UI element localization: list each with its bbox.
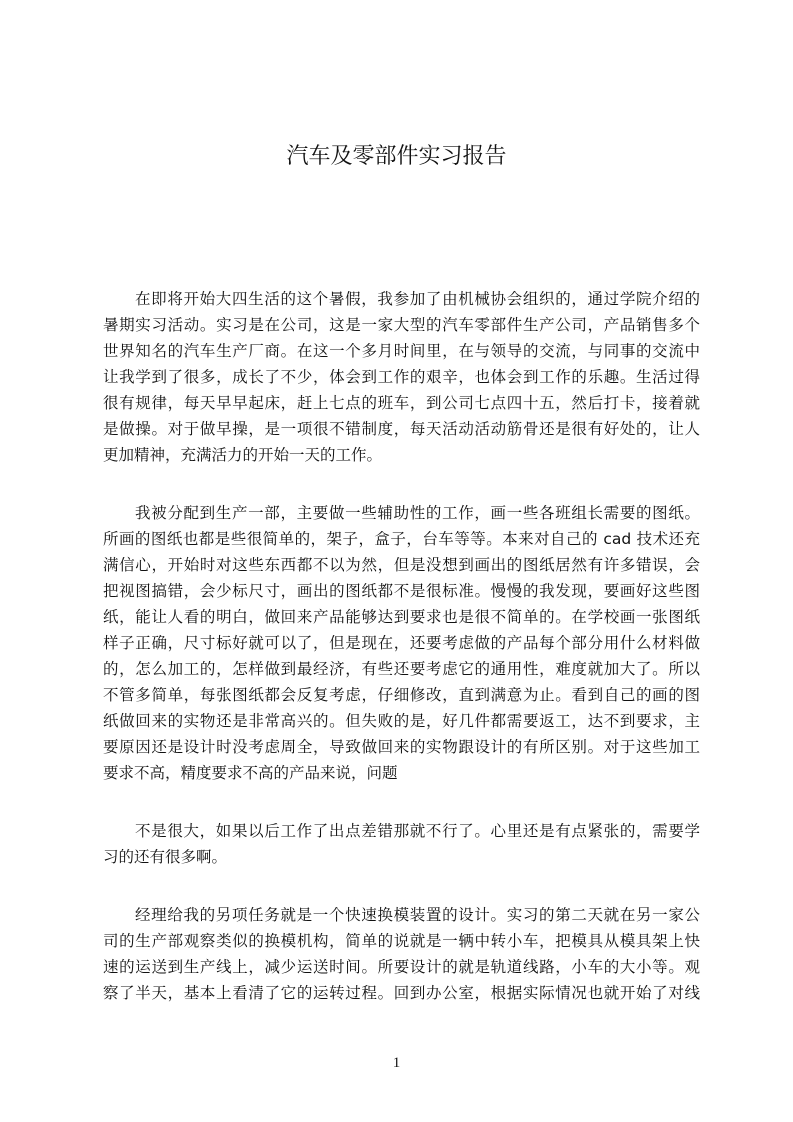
paragraph xyxy=(103,902,700,1006)
paragraph xyxy=(103,818,700,870)
paragraph-line: 更加精神，充满活力的开始一天的工作。 xyxy=(103,446,383,464)
paragraph-line: 习的还有很多啊。 xyxy=(103,848,228,866)
paragraph-line: 察了半天，基本上看清了它的运转过程。回到办公室，根据实际情况也就开始了对线 xyxy=(103,984,700,1002)
paragraph-line: 纸，能让人看的明白，做回来产品能够达到要求也是很不简单的。在学校画一张图纸 xyxy=(103,608,700,626)
page-number: 1 xyxy=(392,1055,401,1071)
paragraph xyxy=(103,500,700,786)
paragraph-line: 经理给我的另项任务就是一个快速换模装置的设计。实习的第二天就在另一家公 xyxy=(135,906,700,924)
paragraph-line: 要求不高，精度要求不高的产品来说，问题 xyxy=(103,764,398,782)
paragraph-line: 所画的图纸也都是些很简单的，架子，盒子，台车等等。本来对自己的 cad 技术还充 xyxy=(103,530,700,548)
paragraph-line: 是做操。对于做早操，是一项很不错制度，每天活动活动筋骨还是很有好处的，让人 xyxy=(103,420,700,438)
paragraph-line: 不管多简单，每张图纸都会反复考虑，仔细修改，直到满意为止。看到自己的画的图 xyxy=(103,686,700,704)
paragraph-line: 在即将开始大四生活的这个暑假，我参加了由机械协会组织的，通过学院介绍的 xyxy=(135,290,700,308)
paragraph-line: 速的运送到生产线上，减少运送时间。所要设计的就是轨道线路，小车的大小等。观 xyxy=(103,958,700,976)
paragraph-line: 我被分配到生产一部，主要做一些辅助性的工作，画一些各班组长需要的图纸。 xyxy=(135,504,700,522)
paragraph-line: 的，怎么加工的，怎样做到最经济，有些还要考虑它的通用性，难度就加大了。所以 xyxy=(103,660,700,678)
paragraph-line: 满信心，开始时对这些东西都不以为然，但是没想到画出的图纸居然有许多错误，会 xyxy=(103,556,700,574)
paragraph-line: 把视图搞错，会少标尺寸，画出的图纸都不是很标准。慢慢的我发现，要画好这些图 xyxy=(103,582,700,600)
paragraph-line: 司的生产部观察类似的换模机构，简单的说就是一辆中转小车，把模具从模具架上快 xyxy=(103,932,700,950)
paragraph-line: 要原因还是设计时没考虑周全，导致做回来的实物跟设计的有所区别。对于这些加工 xyxy=(103,738,700,756)
paragraph-line: 让我学到了很多，成长了不少，体会到工作的艰辛，也体会到工作的乐趣。生活过得 xyxy=(103,368,700,386)
paragraph-line: 很有规律，每天早早起床，赶上七点的班车，到公司七点四十五，然后打卡，接着就 xyxy=(103,394,700,412)
paragraph-line: 暑期实习活动。实习是在公司，这是一家大型的汽车零部件生产公司，产品销售多个 xyxy=(103,316,700,334)
paragraph-line: 不是很大，如果以后工作了出点差错那就不行了。心里还是有点紧张的，需要学 xyxy=(135,822,700,840)
document-title: 汽车及零部件实习报告 xyxy=(286,144,507,169)
paragraph-line: 纸做回来的实物还是非常高兴的。但失败的是，好几件都需要返工，达不到要求，主 xyxy=(103,712,700,730)
paragraph-line: 样子正确，尺寸标好就可以了，但是现在，还要考虑做的产品每个部分用什么材料做 xyxy=(103,634,700,652)
paragraph-line: 世界知名的汽车生产厂商。在这一个多月时间里，在与领导的交流，与同事的交流中 xyxy=(103,342,700,360)
document-body xyxy=(103,286,700,1038)
paragraph xyxy=(103,286,700,468)
